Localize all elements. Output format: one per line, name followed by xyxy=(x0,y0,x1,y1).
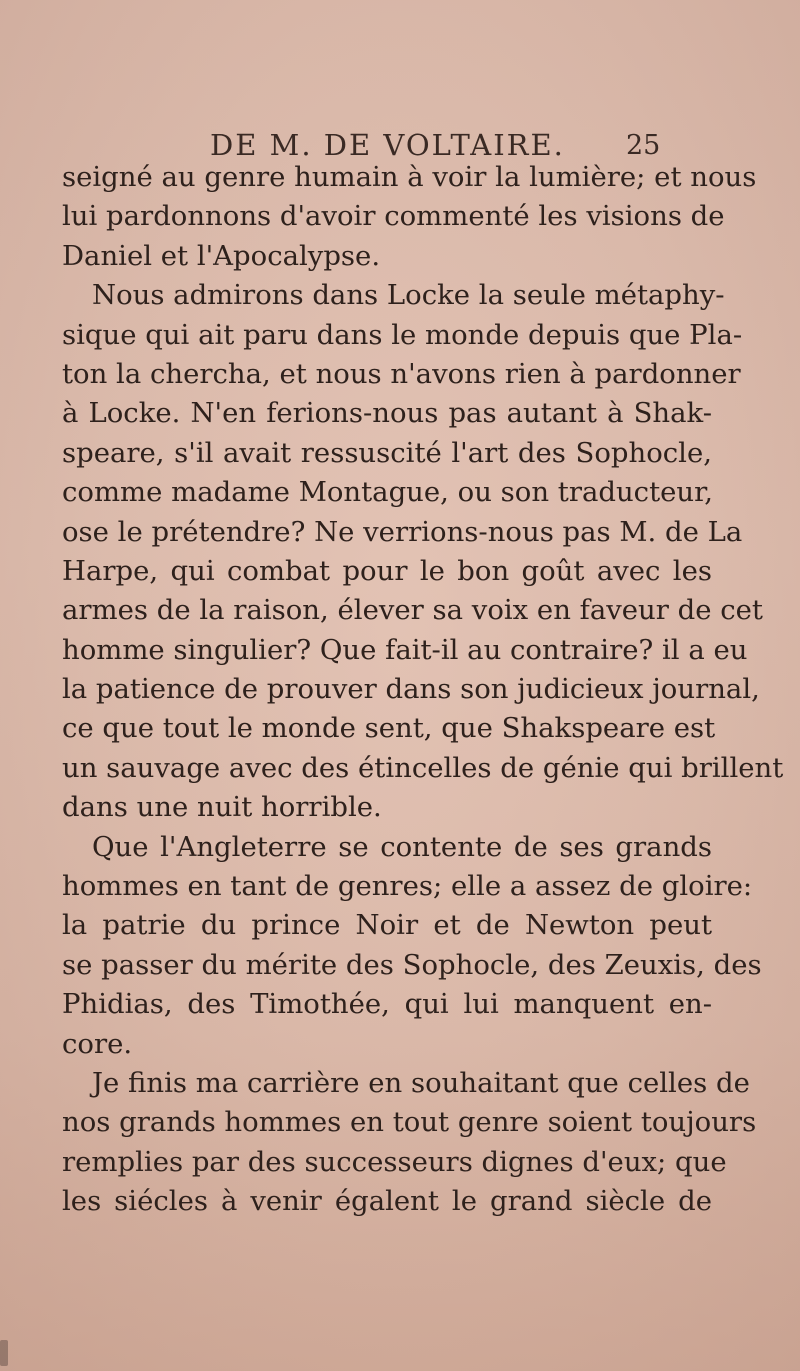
text-line: dans une nuit horrible. xyxy=(62,791,382,824)
text-line: speare, s'il avait ressuscité l'art des Sophocle, xyxy=(62,436,712,469)
page-edge-mark xyxy=(0,1340,8,1366)
text-line: à Locke. N'en ferions-nous pas autant à Shak- xyxy=(62,397,712,430)
text-line: remplies par des successeurs dignes d'eux; que xyxy=(62,1145,727,1178)
text-line: comme madame Montague, ou son traducteur, xyxy=(62,476,713,509)
running-title: DE M. DE VOLTAIRE. xyxy=(210,128,565,162)
text-line: lui pardonnons d'avoir commenté les visions de xyxy=(62,200,725,233)
text-line: un sauvage avec des étincelles de génie qui brillent xyxy=(62,751,784,784)
text-line: hommes en tant de genres; elle a assez de gloire: xyxy=(62,870,753,903)
text-line: Que l'Angleterre se contente de ses grands xyxy=(92,830,712,863)
text-line: core. xyxy=(62,1027,133,1060)
text-line: les siécles à venir égalent le grand siècle de xyxy=(62,1185,712,1218)
text-line: armes de la raison, élever sa voix en faveur de cet xyxy=(62,594,763,627)
text-line: Daniel et l'Apocalypse. xyxy=(62,239,381,272)
text-line: Je finis ma carrière en souhaitant que celles de xyxy=(92,1066,750,1099)
text-line: seigné au genre humain à voir la lumière; et nous xyxy=(62,161,757,193)
text-line: Harpe, qui combat pour le bon goût avec les xyxy=(62,554,712,587)
text-line: Nous admirons dans Locke la seule métaphy- xyxy=(92,279,725,312)
text-line: la patience de prouver dans son judicieux journal, xyxy=(62,673,760,706)
text-line: ton la chercha, et nous n'avons rien à pardonner xyxy=(62,357,741,390)
body-text xyxy=(62,158,784,1222)
text-line: sique qui ait paru dans le monde depuis que Pla- xyxy=(62,318,743,351)
text-line: nos grands hommes en tout genre soient toujours xyxy=(62,1106,757,1139)
text-line: se passer du mérite des Sophocle, des Zeuxis, des xyxy=(62,948,762,981)
text-line: ce que tout le monde sent, que Shakspeare est xyxy=(62,712,716,745)
text-line: Phidias, des Timothée, qui lui manquent en- xyxy=(62,988,712,1021)
page-number: 25 xyxy=(626,130,661,161)
text-line: homme singulier? Que fait-il au contraire? il a eu xyxy=(62,633,748,666)
text-line: ose le prétendre? Ne verrions-nous pas M. de La xyxy=(62,515,743,548)
text-line: la patrie du prince Noir et de Newton peut xyxy=(62,909,712,942)
